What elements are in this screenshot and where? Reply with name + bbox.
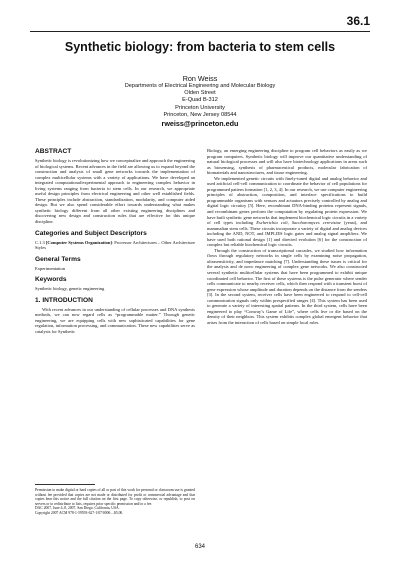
- keywords-heading: Keywords: [35, 276, 67, 284]
- left-column: [35, 148, 195, 334]
- italic-run: Escherichia coli: [256, 220, 288, 226]
- author-email[interactable]: rweiss@princeton.edu: [161, 119, 239, 129]
- abstract-text: Synthetic biology is revolutionizing how we conceptualize and approach the engineering of biological systems. Recent advances in the field are allowing us to expand beyond the construction and analysis of small gene networks towards the implementation of complex multicellular systems with a variety of applications. We have developed an integrated computational/experimental approach to engineering complex behavior in living systems ranging from bacteria to stem cells. In our research, we appropriate useful design principles from electrical engineering and other well established fields. These principles include abstraction, standardization, modularity, and computer aided design. But we also spend considerable effort towards understanding what makes synthetic biology different from all other existing engineering disciplines and discovering new design and construction rules that are effective for this unique discipline.: [35, 158, 195, 225]
- abstract-heading: ABSTRACT: [35, 148, 72, 155]
- intro-text: With recent advances in our understanding of cellular processes and DNA synthesis methods, we can now regard cells as “programmable matter.” Through genetic engineering, we are equipping cells with new sophisticated capabilities for gene regulation, information processing, and communication. These new capabilities serve as catalysts for Synthetic: [35, 306, 195, 334]
- right-column: [207, 148, 367, 326]
- text-run: We implemented genetic circuits with finely-tuned digital and analog behavior and used artificial cell-cell communication to coordinate the behavior of cell populations for programmed pattern formation [1, 2, 3, 4]. In our research, we use computer engineering principles of abstraction, composition, and interface specifications to build programmable organisms with sensors and actuators precisely controlled by analog and digital logic circuitry [5]. Here, recombinant DNA-binding proteins represent signals, and recombinant genes perform the computation by regulating protein expression. We have built synthetic gene networks that implement biochemical logic circuits in a variety of cell types including: [207, 175, 367, 226]
- categories-bold: [Computer Systems Organization]: [45, 239, 112, 245]
- session-number: 36.1: [346, 14, 370, 28]
- categories-text: [35, 240, 195, 251]
- footnote: [35, 488, 195, 516]
- author-dept: Departments of Electrical Engineering and Molecular Biology: [124, 83, 276, 89]
- author-building: Olden Street: [184, 90, 216, 97]
- author-city: Princeton, New Jersey 08544: [163, 111, 237, 118]
- italic-run: Saccharomyces cerevisiae: [291, 220, 341, 226]
- body-paragraph: Biology, an emerging engineering discipline to program cell behaviors as easily as we program computers. Synthetic biology will improve our quantitative understanding of natural biological processes and will also have biotechnology applications in areas such as biosensing, synthesis of pharmaceutical products, molecular fabrication of biomaterials and nanostructures, and tissue engineering.: [207, 148, 367, 176]
- footnote-permission: Permission to make digital or hard copies of all or part of this work for personal or classroom use is granted without fee provided that copies are not made or distributed for profit or commercial advantage and that copies bear this notice and the full citation on the first page. To copy otherwise, or republish, to post on servers or to redistribute to lists, requires prior specific permission and/or a fee.: [35, 488, 195, 506]
- page-number: 634: [194, 544, 205, 550]
- paper-title: Synthetic biology: from bacteria to stem cells: [64, 40, 336, 54]
- author-name: Ron Weiss: [182, 74, 218, 83]
- text-run: (yeast), and mammalian stem cells. These circuits incorporate a variety of digital and analog devices including the AND, NOT, and IMPLIES logic gates and analog signal amplifiers. We have used both rational design [1] and directed evolution [6] for the construction of complex but reliable biochemical logic circuits.: [207, 220, 367, 248]
- general-terms-text: Experimentation: [35, 265, 65, 271]
- body-paragraph: [207, 176, 367, 248]
- footnote-conference: DAC 2007, June 4–8, 2007, San Diego, California, USA.: [35, 506, 120, 511]
- keywords-text: Synthetic biology, genetic engineering: [35, 286, 105, 292]
- header-rule: [30, 31, 370, 32]
- author-room: E-Quad B-312: [182, 97, 218, 104]
- footnote-copyright: Copyright 2007 ACM 978-1-59593-627-1/07/0006 ...$5.00.: [35, 510, 124, 515]
- author-block: [0, 74, 400, 128]
- text-run: ,: [287, 220, 292, 226]
- categories-code: C.1.3: [35, 239, 46, 245]
- author-university: Princeton University: [175, 104, 225, 111]
- body-paragraph: Through the construction of transcriptional cascades, we studied how information flows through regulatory networks in single cells by examining noise propagation, ultrasensitivity, and impedance matching [7]. Understanding these issues is critical for the analysis and de novo engineering of complex gene networks. We also constructed several synthetic multicellular systems that have been programmed to exhibit unique coordinated cell behavior. The first of these systems is the pulse generator where sender cells communicate to nearby receiver cells, which then respond with a transient burst of gene expression whose amplitude and duration depends on the distance from the senders [3]. In the second system, receiver cells have been engineered to respond to cell-cell communication signals only within prespecified ranges [4]. This system has been used to generate a variety of interesting spatial patterns. In the third system, cells have been engineered to play “Conway’s Game of Life”, where cells live or die based on the density of their neighbors. This system exhibits complex global emergent behavior that arises from the interaction of cells based on simple local rules.: [207, 247, 367, 325]
- categories-rest: : Processor Architectures – Other Architecture Styles: [35, 239, 195, 251]
- categories-heading: Categories and Subject Descriptors: [35, 229, 147, 237]
- footnote-rule: [35, 484, 95, 485]
- intro-heading: 1. INTRODUCTION: [35, 296, 93, 304]
- general-terms-heading: General Terms: [35, 255, 81, 263]
